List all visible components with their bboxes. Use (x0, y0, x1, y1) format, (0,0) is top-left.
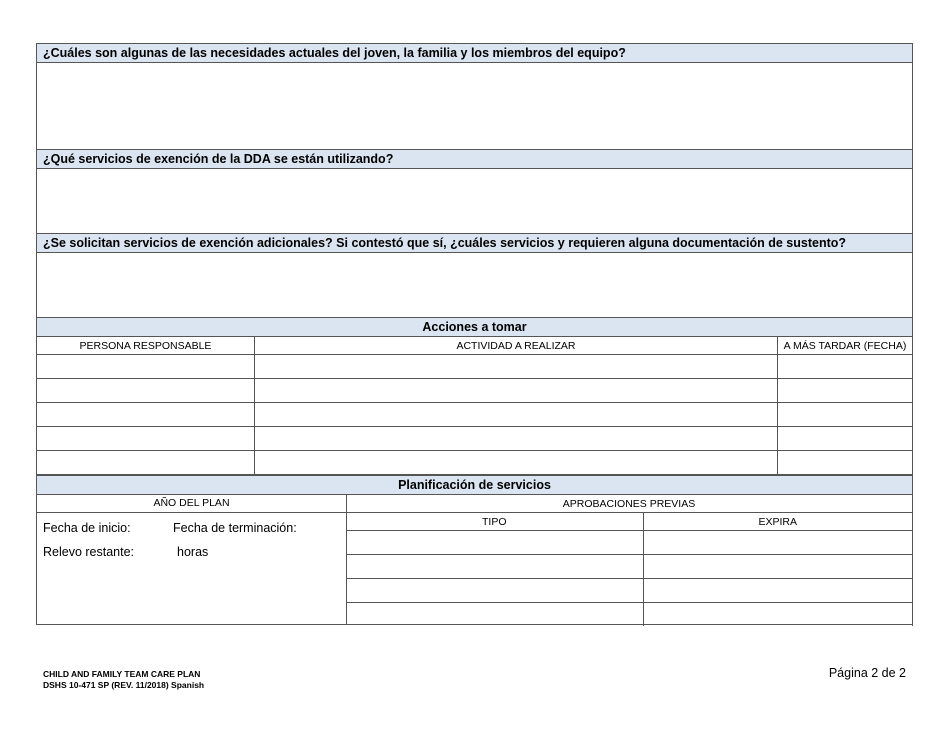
col-expires: EXPIRA (643, 513, 913, 531)
additional-services-answer-area[interactable] (37, 253, 912, 317)
deadline-cell[interactable] (778, 427, 913, 451)
prior-approvals-panel (346, 495, 912, 624)
end-date-label: Fecha de terminación: (173, 521, 297, 535)
waiver-services-answer-area[interactable] (37, 169, 912, 233)
respite-label: Relevo restante: (43, 545, 135, 559)
col-deadline: A MÁS TARDAR (FECHA) (778, 337, 913, 355)
actions-table (36, 336, 913, 475)
col-responsible: PERSONA RESPONSABLE (37, 337, 255, 355)
hours-label: horas (177, 545, 209, 559)
needs-section (36, 43, 913, 150)
col-activity: ACTIVIDAD A REALIZAR (255, 337, 778, 355)
table-row (37, 403, 913, 427)
form-title: CHILD AND FAMILY TEAM CARE PLAN (43, 669, 201, 679)
activity-cell[interactable] (255, 403, 778, 427)
type-cell[interactable] (346, 531, 643, 555)
form-footer (43, 669, 204, 691)
expires-cell[interactable] (643, 555, 913, 579)
deadline-cell[interactable] (778, 355, 913, 379)
needs-answer-area[interactable] (37, 63, 912, 149)
deadline-cell[interactable] (778, 379, 913, 403)
additional-services-section (36, 233, 913, 318)
planning-section (36, 475, 913, 625)
approvals-table (346, 495, 913, 626)
responsible-cell[interactable] (37, 403, 255, 427)
expires-cell[interactable] (643, 531, 913, 555)
page-number: Página 2 de 2 (828, 666, 906, 680)
activity-cell[interactable] (255, 379, 778, 403)
type-cell[interactable] (346, 603, 643, 627)
type-cell[interactable] (346, 579, 643, 603)
deadline-cell[interactable] (778, 403, 913, 427)
form-number: DSHS 10-471 SP (REV. 11/2018) Spanish (43, 680, 205, 690)
responsible-cell[interactable] (37, 451, 255, 475)
table-row (346, 555, 913, 579)
expires-cell[interactable] (643, 579, 913, 603)
table-row (346, 579, 913, 603)
plan-year-header: AÑO DEL PLAN (37, 495, 346, 513)
actions-section (36, 317, 913, 475)
col-type: TIPO (346, 513, 643, 531)
table-row (37, 451, 913, 475)
table-row (346, 531, 913, 555)
waiver-services-question: ¿Qué servicios de exención de la DDA se están utilizando? (37, 150, 912, 169)
table-row (37, 379, 913, 403)
additional-services-question: ¿Se solicitan servicios de exención adicionales? Si contestó que sí, ¿cuáles servicios y requieren alguna documentación de sustento? (37, 234, 912, 253)
table-row (37, 355, 913, 379)
activity-cell[interactable] (255, 427, 778, 451)
prior-approvals-header: APROBACIONES PREVIAS (346, 495, 913, 513)
deadline-cell[interactable] (778, 451, 913, 475)
table-row (346, 603, 913, 627)
activity-cell[interactable] (255, 451, 778, 475)
plan-year-panel (37, 495, 347, 624)
responsible-cell[interactable] (37, 379, 255, 403)
responsible-cell[interactable] (37, 427, 255, 451)
table-row (37, 427, 913, 451)
actions-title: Acciones a tomar (37, 318, 912, 337)
planning-title: Planificación de servicios (37, 476, 912, 495)
activity-cell[interactable] (255, 355, 778, 379)
waiver-services-section (36, 149, 913, 234)
type-cell[interactable] (346, 555, 643, 579)
needs-question: ¿Cuáles son algunas de las necesidades actuales del joven, la familia y los miembros del equipo? (37, 44, 912, 63)
expires-cell[interactable] (643, 603, 913, 627)
responsible-cell[interactable] (37, 355, 255, 379)
start-date-label: Fecha de inicio: (43, 521, 131, 535)
